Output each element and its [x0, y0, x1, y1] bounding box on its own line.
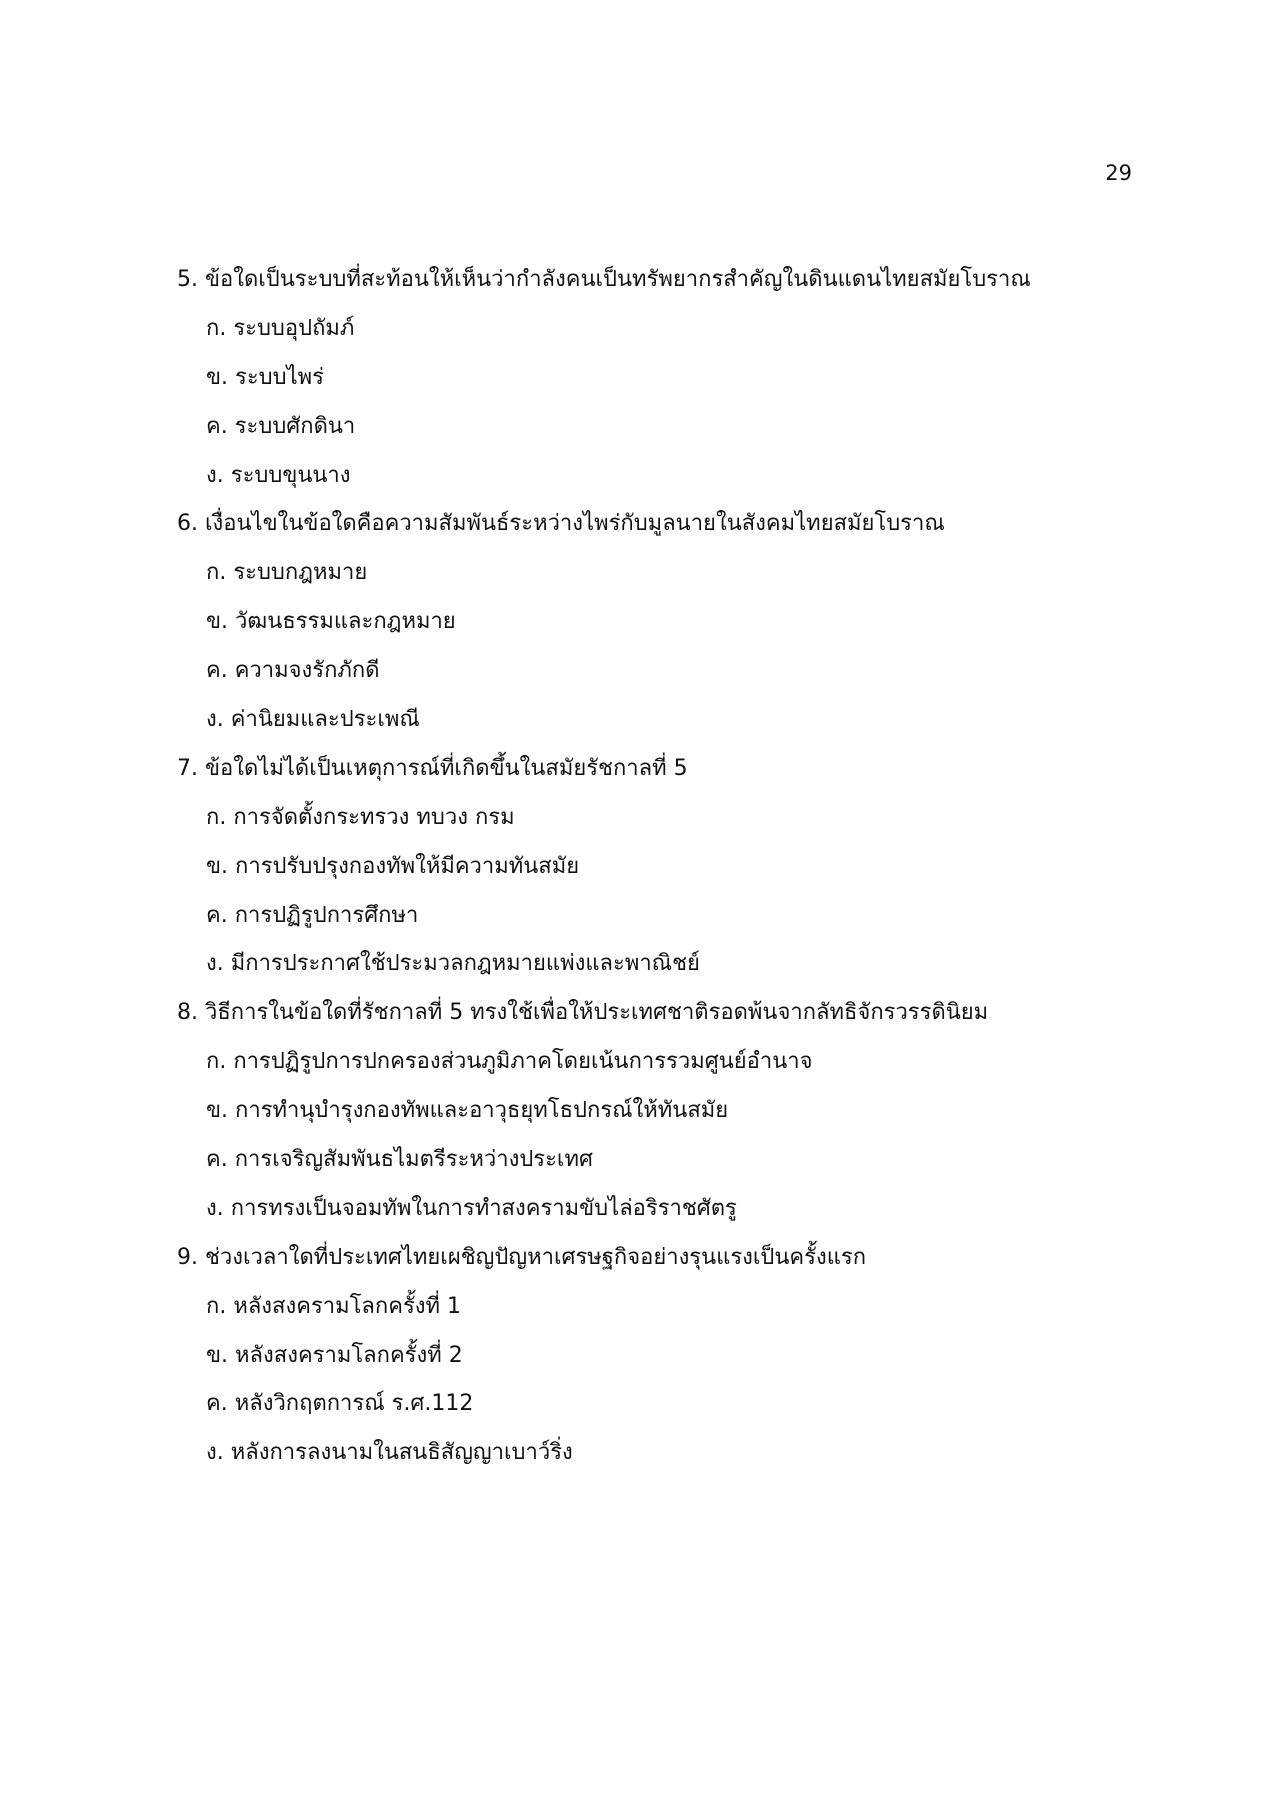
option-text: หลังสงครามโลกครั้งที่ 1	[233, 1293, 461, 1319]
option-label: ง.	[206, 1195, 224, 1221]
answer-option	[177, 1136, 1177, 1185]
option-text: การจัดตั้งกระทรวง ทบวง กรม	[233, 804, 515, 830]
option-text: การเจริญสัมพันธไมตรีระหว่างประเทศ	[234, 1147, 593, 1173]
question-text: เงื่อนไขในข้อใดคือความสัมพันธ์ระหว่างไพร่กับมูลนายในสังคมไทยสมัยโบราณ	[205, 511, 945, 537]
option-label: ก.	[206, 315, 227, 341]
option-text: ระบบอุปถัมภ์	[233, 315, 355, 341]
option-text: วัฒนธรรมและกฎหมาย	[235, 609, 456, 635]
option-label: ค.	[206, 413, 228, 439]
question-6	[177, 500, 1177, 549]
answer-option	[177, 452, 1177, 501]
question-text: ช่วงเวลาใดที่ประเทศไทยเผชิญปัญหาเศรษฐกิจอย่างรุนแรงเป็นครั้งแรก	[205, 1244, 867, 1270]
option-label: ก.	[206, 1049, 227, 1075]
question-9	[177, 1234, 1177, 1283]
option-label: ค.	[206, 658, 228, 684]
answer-option	[177, 1283, 1177, 1332]
option-label: ข.	[206, 1342, 229, 1368]
question-number: 8.	[177, 1000, 198, 1026]
answer-option	[177, 1429, 1177, 1478]
option-text: การทำนุบำรุงกองทัพและอาวุธยุทโธปกรณ์ให้ทันสมัย	[235, 1098, 729, 1124]
option-text: ระบบศักดินา	[234, 413, 356, 439]
question-text: ข้อใดไม่ได้เป็นเหตุการณ์ที่เกิดขึ้นในสมัยรัชกาลที่ 5	[205, 755, 688, 781]
question-number: 9.	[177, 1244, 198, 1270]
option-text: หลังสงครามโลกครั้งที่ 2	[235, 1342, 463, 1368]
option-label: ค.	[206, 902, 228, 928]
question-7	[177, 745, 1177, 794]
page-number: 29	[1105, 161, 1132, 185]
question-number: 7.	[177, 755, 198, 781]
option-text: ระบบไพร่	[235, 364, 324, 390]
option-label: ค.	[206, 1147, 228, 1173]
question-text: วิธีการในข้อใดที่รัชกาลที่ 5 ทรงใช้เพื่อให้ประเทศชาติรอดพ้นจากลัทธิจักรวรรดินิยม	[205, 1000, 989, 1026]
option-label: ง.	[206, 951, 224, 977]
option-text: การปฏิรูปการปกครองส่วนภูมิภาคโดยเน้นการรวมศูนย์อำนาจ	[233, 1049, 813, 1075]
option-label: ค.	[206, 1391, 228, 1417]
answer-option	[177, 647, 1177, 696]
option-label: ง.	[206, 462, 224, 488]
question-number: 5.	[177, 267, 198, 292]
option-text: ระบบกฎหมาย	[233, 560, 368, 586]
option-text: หลังการลงนามในสนธิสัญญาเบาว์ริ่ง	[230, 1440, 573, 1466]
option-text: การปฏิรูปการศึกษา	[234, 902, 419, 928]
question-text: ข้อใดเป็นระบบที่สะท้อนให้เห็นว่ากำลังคนเป็นทรัพยากรสำคัญในดินแดนไทยสมัยโบราณ	[205, 267, 1031, 292]
answer-option	[177, 1185, 1177, 1234]
question-5	[177, 256, 1177, 305]
answer-option	[177, 696, 1177, 745]
option-text: การปรับปรุงกองทัพให้มีความทันสมัย	[235, 853, 580, 879]
answer-option	[177, 1380, 1177, 1429]
question-8	[177, 989, 1177, 1038]
option-text: มีการประกาศใช้ประมวลกฎหมายแพ่งและพาณิชย์	[230, 951, 700, 977]
question-number: 6.	[177, 511, 198, 537]
answer-option	[177, 354, 1177, 403]
option-text: ระบบขุนนาง	[230, 462, 351, 488]
option-text: ค่านิยมและประเพณี	[230, 707, 420, 733]
answer-option	[177, 549, 1177, 598]
option-label: ข.	[206, 1098, 229, 1124]
option-label: ง.	[206, 1440, 224, 1466]
option-text: หลังวิกฤตการณ์ ร.ศ.112	[234, 1391, 474, 1417]
answer-option	[177, 794, 1177, 843]
answer-option	[177, 892, 1177, 941]
answer-option	[177, 843, 1177, 892]
answer-option	[177, 305, 1177, 354]
answer-option	[177, 598, 1177, 647]
answer-option	[177, 1087, 1177, 1136]
option-text: การทรงเป็นจอมทัพในการทำสงครามขับไล่อริราชศัตรู	[230, 1195, 737, 1221]
option-label: ก.	[206, 560, 227, 586]
option-label: ข.	[206, 609, 229, 635]
answer-option	[177, 403, 1177, 452]
option-label: ก.	[206, 804, 227, 830]
answer-option	[177, 1038, 1177, 1087]
option-label: ข.	[206, 853, 229, 879]
answer-option	[177, 940, 1177, 989]
option-label: ข.	[206, 364, 229, 390]
answer-option	[177, 1332, 1177, 1381]
option-text: ความจงรักภักดี	[234, 658, 380, 684]
option-label: ง.	[206, 707, 224, 733]
question-list	[177, 256, 1177, 1478]
option-label: ก.	[206, 1293, 227, 1319]
